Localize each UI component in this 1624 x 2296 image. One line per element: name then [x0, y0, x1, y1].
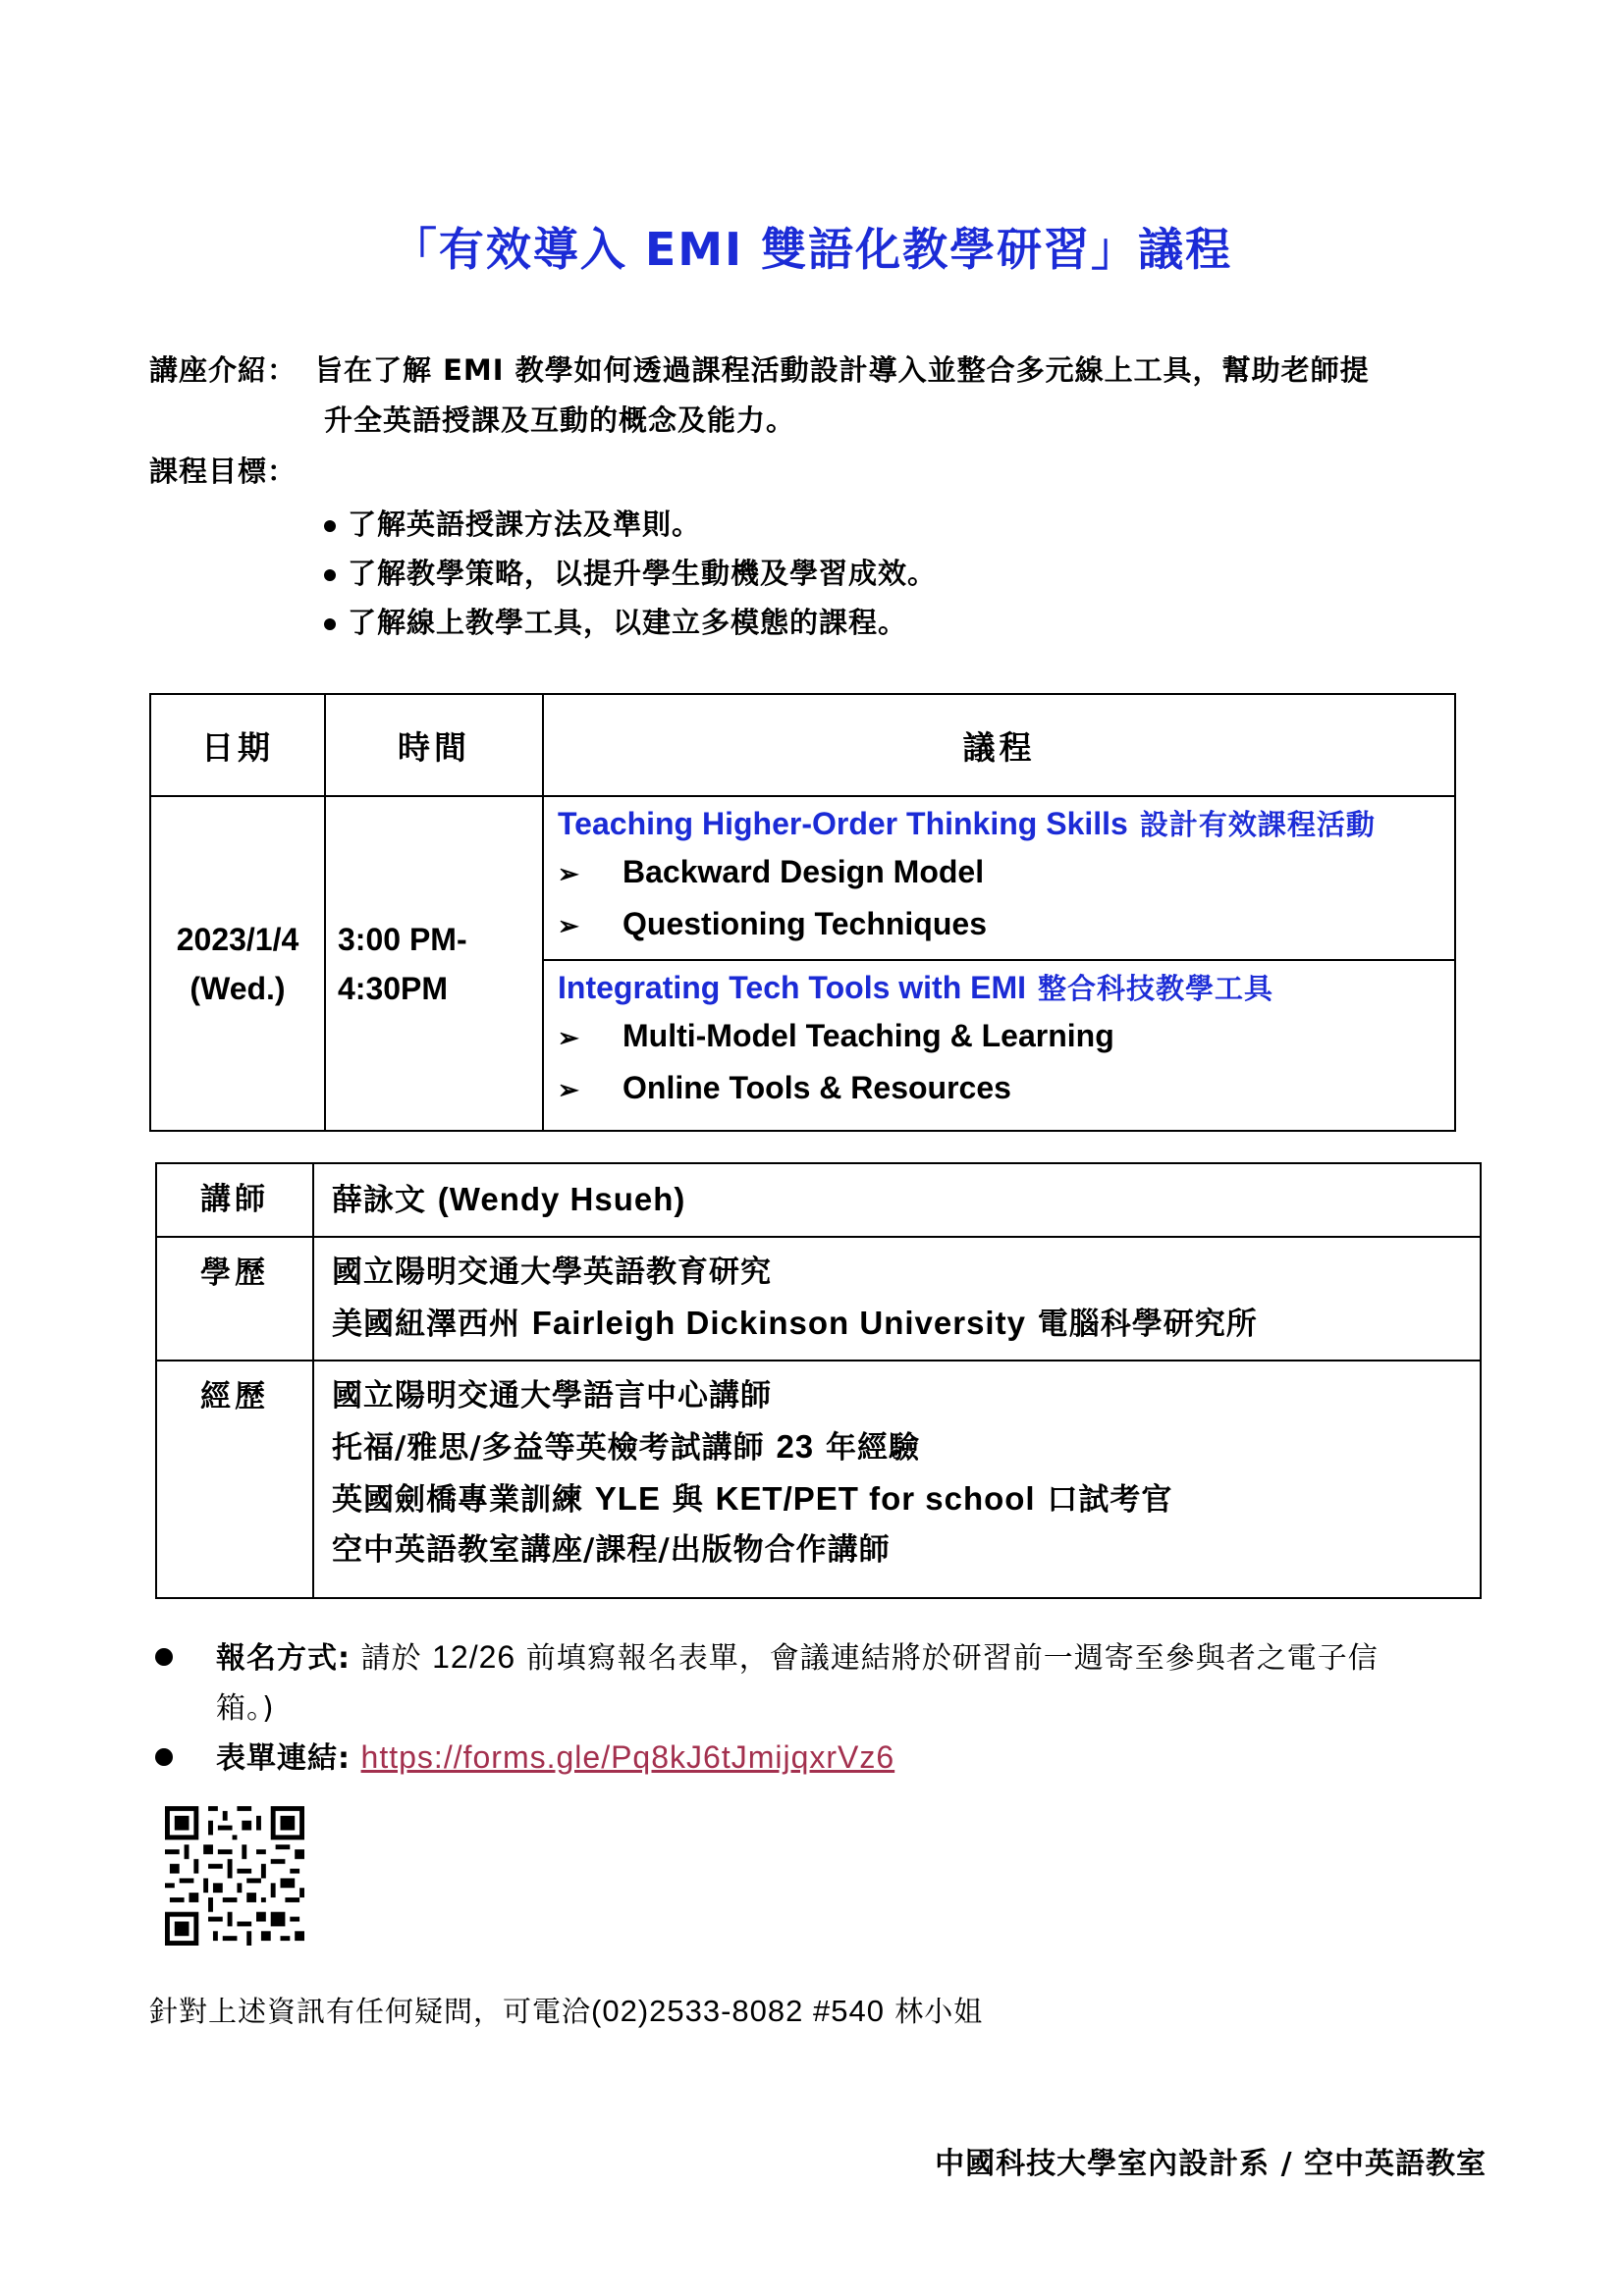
- arrow-bullet-icon: ➢: [558, 1023, 579, 1052]
- bullet-dot-icon: [324, 618, 336, 630]
- intro-line-2: 升全英語授課及互動的概念及能力。: [324, 403, 796, 437]
- education-row: [156, 1237, 1481, 1361]
- session-item: ➢ Questioning Techniques: [558, 899, 1440, 951]
- session-block: [543, 960, 1455, 1131]
- session-item: ➢ Backward Design Model: [558, 847, 1440, 899]
- header-date: 日期: [150, 694, 325, 796]
- instructor-label: 講師: [156, 1163, 313, 1237]
- header-agenda: 議程: [543, 694, 1455, 796]
- footer-organizer: 中國科技大學室內設計系 / 空中英語教室: [935, 2147, 1487, 2181]
- arrow-bullet-icon: ➢: [558, 859, 579, 888]
- goals-label: 課程目標：: [149, 454, 298, 488]
- form-link[interactable]: https://forms.gle/Pq8kJ6tJmijqxrVz6: [360, 1739, 895, 1775]
- session-block: [543, 796, 1455, 960]
- registration-method: 報名方式: 請於 12/26 前填寫報名表單，會議連結將於研習前一週寄至參與者之電子信: [216, 1639, 1379, 1676]
- bullet-dot-icon: [155, 1648, 173, 1666]
- experience-row: [156, 1361, 1481, 1598]
- instructor-row: [156, 1163, 1481, 1237]
- bullet-dot-icon: [155, 1748, 173, 1766]
- goal-item: 了解線上教學工具，以建立多模態的課程。: [324, 601, 907, 641]
- education-value: 國立陽明交通大學英語教育研究 美國紐澤西州 Fairleigh Dickinson University 電腦科學研究所: [313, 1237, 1481, 1361]
- bullet-dot-icon: [324, 569, 336, 581]
- education-label: 學歷: [156, 1237, 313, 1361]
- session-title: Teaching Higher-Order Thinking Skills 設計有效課程活動: [558, 806, 1376, 841]
- intro-label: 講座介紹：: [149, 353, 298, 387]
- agenda-header-row: [150, 694, 1455, 796]
- agenda-table: [149, 693, 1456, 1132]
- instructor-table: [155, 1162, 1482, 1599]
- instructor-value: 薛詠文 (Wendy Hsueh): [313, 1163, 1481, 1237]
- intro-line-1: 旨在了解 EMI 教學如何透過課程活動設計導入並整合多元線上工具，幫助老師提: [314, 353, 1370, 387]
- arrow-bullet-icon: ➢: [558, 1075, 579, 1104]
- goal-item: 了解教學策略，以提升學生動機及學習成效。: [324, 552, 937, 592]
- header-time: 時間: [325, 694, 543, 796]
- experience-value: 國立陽明交通大學語言中心講師 托福/雅思/多益等英檢考試講師 23 年經驗 英國劍橋專業訓練 YLE 與 KET/PET for school 口試考官 空中英語教室講座/課程/出版物合作講師: [313, 1361, 1481, 1598]
- form-link-row: 表單連結: https://forms.gle/Pq8kJ6tJmijqxrVz6: [216, 1739, 895, 1776]
- registration-method-cont: 箱。): [216, 1691, 275, 1726]
- session-item: ➢ Multi-Model Teaching & Learning: [558, 1011, 1440, 1063]
- bullet-dot-icon: [324, 520, 336, 532]
- session-time: 3:00 PM- 4:30PM: [325, 796, 543, 1131]
- agenda-row: [150, 796, 1455, 960]
- session-date: 2023/1/4 (Wed.): [150, 796, 325, 1131]
- goal-item: 了解英語授課方法及準則。: [324, 503, 701, 543]
- session-title: Integrating Tech Tools with EMI 整合科技教學工具: [558, 970, 1274, 1005]
- contact-info: 針對上述資訊有任何疑問，可電洽(02)2533-8082 #540 林小姐: [149, 1994, 984, 2028]
- arrow-bullet-icon: ➢: [558, 911, 579, 940]
- page-title: 「有效導入 EMI 雙語化教學研習」議程: [391, 223, 1233, 276]
- experience-label: 經歷: [156, 1361, 313, 1598]
- session-item: ➢ Online Tools & Resources: [558, 1063, 1440, 1115]
- qr-code-icon: [165, 1806, 304, 1946]
